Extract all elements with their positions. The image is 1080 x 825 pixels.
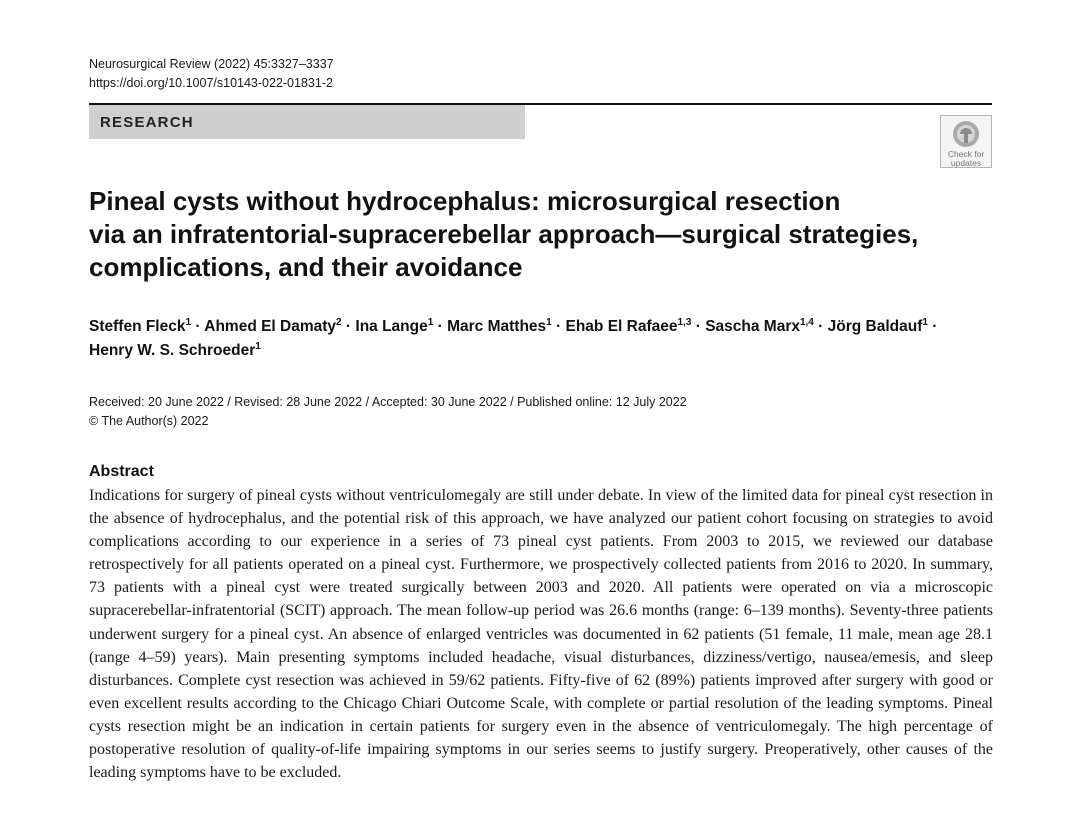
author-name[interactable]: Ahmed El Damaty: [204, 318, 337, 335]
author-name[interactable]: Sascha Marx: [705, 318, 800, 335]
journal-header: [89, 55, 334, 93]
publication-history: Received: 20 June 2022 / Revised: 28 June 2022 / Accepted: 30 June 2022 / Published online: 12 July 2022: [89, 395, 687, 409]
abstract-text: Indications for surgery of pineal cysts without ventriculomegaly are still under debate. In view of the limited data for pineal cyst resection in the absence of hydrocephalus, and the potential risk of this approach, we have analyzed our patient cohort focusing on strategies to avoid complications according to our experience in a series of 73 pineal cyst patients. From 2003 to 2015, we reviewed our database retrospectively for all patients operated on a pineal cyst. Furthermore, we prospectively collected patients from 2016 to 2020. In summary, 73 patients with a pineal cyst were treated surgically between 2003 and 2020. All patients were operated on via a microscopic supracerebellar-infratentorial (SCIT) approach. The mean follow-up period was 26.6 months (range: 6–139 months). Seventy-three patients underwent surgery for a pineal cyst. An absence of enlarged ventricles was documented in 62 patients (51 female, 11 male, mean age 28.1 (range 4–59) years). Main presenting symptoms included headache, visual disturbances, dizziness/vertigo, nausea/emesis, and sleep disturbances. Complete cyst resection was achieved in 59/62 patients. Fifty-five of 62 (89%) patients improved after surgery with good or even excellent results according to the Chicago Chiari Outcome Scale, with complete or partial resolution of the leading symptoms. Pineal cysts resection might be an indication in certain patients for surgery even in the absence of ventriculomegaly. The high percentage of postoperative resolution of quality-of-life impairing symptoms in our series seems to justify surgery. Preoperatively, other causes of the leading symptoms have to be excluded.: [89, 487, 993, 782]
author-name[interactable]: Steffen Fleck: [89, 318, 186, 335]
doi-link[interactable]: https://doi.org/10.1007/s10143-022-01831-2: [89, 76, 333, 90]
author-name[interactable]: Henry W. S. Schroeder: [89, 342, 256, 359]
author-affiliation: 2: [336, 317, 342, 328]
author-affiliation: 1: [546, 317, 552, 328]
title-line: complications, and their avoidance: [89, 252, 523, 282]
author-affiliation: 1,3: [677, 317, 692, 328]
crossmark-icon: [951, 119, 981, 149]
author-name[interactable]: Ehab El Rafaee: [565, 318, 678, 335]
title-line: Pineal cysts without hydrocephalus: microsurgical resection: [89, 186, 841, 216]
section-label: RESEARCH: [89, 105, 525, 139]
updates-label: updates: [950, 158, 982, 168]
check-for-label: Check for: [947, 149, 985, 159]
author-affiliation: 1,4: [799, 317, 814, 328]
article-title: [89, 185, 989, 284]
author-name[interactable]: Marc Matthes: [447, 318, 547, 335]
author-list: Steffen Fleck$^1$ · Ahmed El Damaty$^2$ · Ina Lange$^1$ · Marc Matthes$^1$ · Ehab El Rafaee$^{1,3}$ · Sascha Marx$^{1,4}$ · Jörg Baldauf$^1$ · Henry W. S. Schroeder$^1$: [89, 317, 938, 359]
author-affiliation: 1: [922, 317, 928, 328]
author-name[interactable]: Jörg Baldauf: [827, 318, 923, 335]
author-affiliation: 1: [255, 341, 261, 352]
copyright-notice: © The Author(s) 2022: [89, 414, 209, 428]
article-dates: [89, 393, 687, 431]
author-affiliation: 1: [185, 317, 192, 328]
author-name[interactable]: Ina Lange: [355, 318, 428, 335]
author-affiliation: 1: [427, 317, 434, 328]
journal-citation: Neurosurgical Review (2022) 45:3327–3337: [89, 57, 334, 71]
check-for-updates-button[interactable]: [940, 115, 992, 168]
abstract-heading: Abstract: [89, 463, 154, 480]
title-line: via an infratentorial-supracerebellar approach—surgical strategies,: [89, 219, 919, 249]
